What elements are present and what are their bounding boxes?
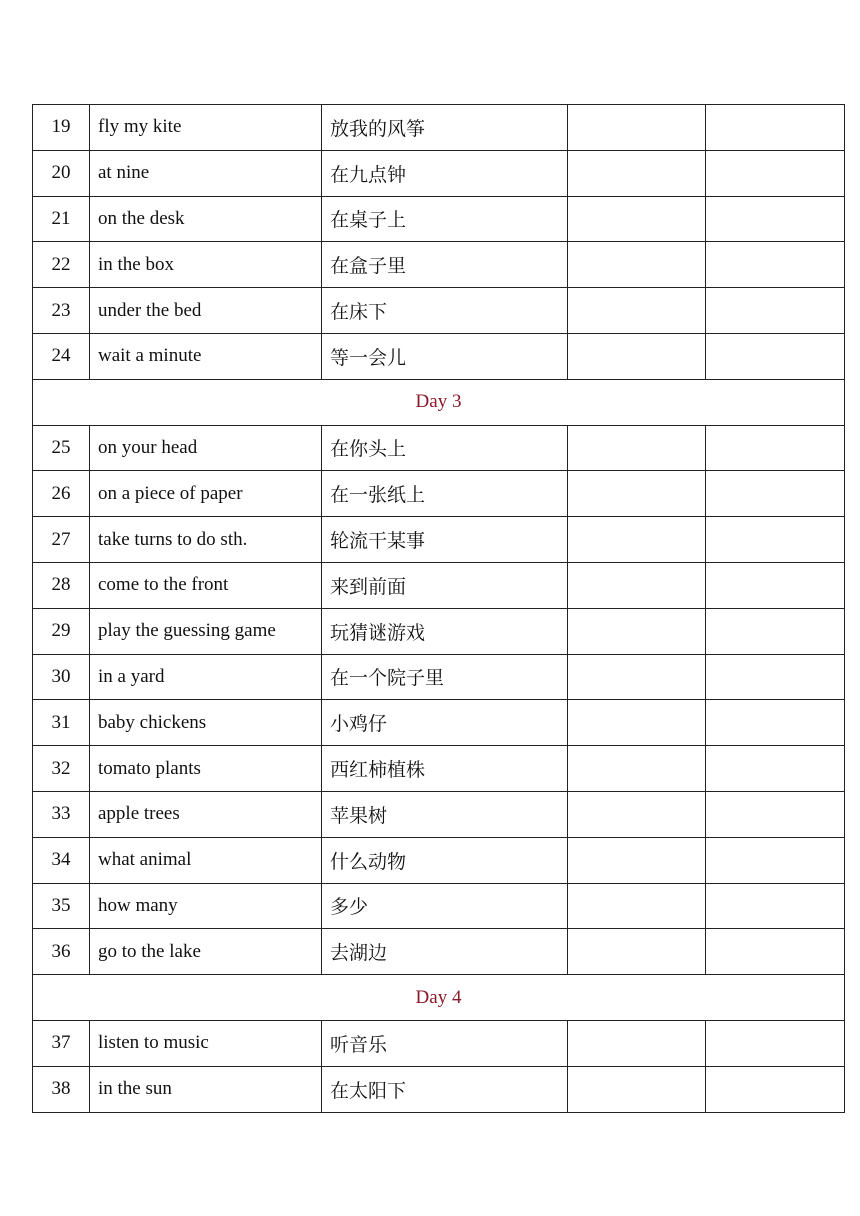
row-number: 29 <box>33 608 90 654</box>
table-row <box>33 883 845 929</box>
chinese-meaning: 在桌子上 <box>322 196 568 242</box>
chinese-meaning: 多少 <box>322 883 568 929</box>
blank-cell <box>706 1020 845 1066</box>
chinese-meaning: 在太阳下 <box>322 1066 568 1112</box>
english-phrase: tomato plants <box>90 746 322 792</box>
english-phrase: come to the front <box>90 562 322 608</box>
table-row <box>33 425 845 471</box>
english-phrase: what animal <box>90 837 322 883</box>
blank-cell <box>706 608 845 654</box>
blank-cell <box>568 425 706 471</box>
row-number: 32 <box>33 746 90 792</box>
row-number: 24 <box>33 333 90 379</box>
blank-cell <box>568 150 706 196</box>
blank-cell <box>568 196 706 242</box>
blank-cell <box>568 242 706 288</box>
row-number: 20 <box>33 150 90 196</box>
blank-cell <box>706 196 845 242</box>
english-phrase: on a piece of paper <box>90 471 322 517</box>
blank-cell <box>706 1066 845 1112</box>
table-row <box>33 471 845 517</box>
blank-cell <box>706 333 845 379</box>
day-heading: Day 3 <box>33 379 845 425</box>
blank-cell <box>706 150 845 196</box>
table-row <box>33 196 845 242</box>
blank-cell <box>568 1020 706 1066</box>
english-phrase: at nine <box>90 150 322 196</box>
chinese-meaning: 去湖边 <box>322 929 568 975</box>
blank-cell <box>568 562 706 608</box>
blank-cell <box>568 1066 706 1112</box>
blank-cell <box>568 333 706 379</box>
table-row <box>33 746 845 792</box>
table-row <box>33 562 845 608</box>
table-row <box>33 105 845 151</box>
chinese-meaning: 苹果树 <box>322 791 568 837</box>
chinese-meaning: 来到前面 <box>322 562 568 608</box>
chinese-meaning: 在床下 <box>322 288 568 334</box>
blank-cell <box>706 425 845 471</box>
blank-cell <box>706 791 845 837</box>
chinese-meaning: 在一张纸上 <box>322 471 568 517</box>
row-number: 21 <box>33 196 90 242</box>
blank-cell <box>568 288 706 334</box>
row-number: 34 <box>33 837 90 883</box>
table-row <box>33 150 845 196</box>
blank-cell <box>706 105 845 151</box>
table-row <box>33 608 845 654</box>
blank-cell <box>568 837 706 883</box>
blank-cell <box>706 746 845 792</box>
chinese-meaning: 在九点钟 <box>322 150 568 196</box>
day-header-row <box>33 379 845 425</box>
english-phrase: in the box <box>90 242 322 288</box>
english-phrase: take turns to do sth. <box>90 517 322 563</box>
blank-cell <box>568 791 706 837</box>
table-row <box>33 791 845 837</box>
row-number: 19 <box>33 105 90 151</box>
table-row <box>33 517 845 563</box>
row-number: 23 <box>33 288 90 334</box>
row-number: 25 <box>33 425 90 471</box>
blank-cell <box>706 700 845 746</box>
blank-cell <box>706 929 845 975</box>
chinese-meaning: 听音乐 <box>322 1020 568 1066</box>
vocabulary-table <box>32 104 845 1113</box>
blank-cell <box>706 562 845 608</box>
chinese-meaning: 等一会儿 <box>322 333 568 379</box>
blank-cell <box>568 105 706 151</box>
chinese-meaning: 轮流干某事 <box>322 517 568 563</box>
english-phrase: listen to music <box>90 1020 322 1066</box>
english-phrase: under the bed <box>90 288 322 334</box>
table-row <box>33 1020 845 1066</box>
blank-cell <box>568 700 706 746</box>
english-phrase: fly my kite <box>90 105 322 151</box>
row-number: 28 <box>33 562 90 608</box>
row-number: 36 <box>33 929 90 975</box>
blank-cell <box>706 517 845 563</box>
chinese-meaning: 在盒子里 <box>322 242 568 288</box>
english-phrase: apple trees <box>90 791 322 837</box>
table-row <box>33 242 845 288</box>
english-phrase: play the guessing game <box>90 608 322 654</box>
english-phrase: in the sun <box>90 1066 322 1112</box>
blank-cell <box>568 517 706 563</box>
blank-cell <box>568 883 706 929</box>
blank-cell <box>706 471 845 517</box>
chinese-meaning: 玩猜谜游戏 <box>322 608 568 654</box>
chinese-meaning: 在一个院子里 <box>322 654 568 700</box>
row-number: 22 <box>33 242 90 288</box>
table-row <box>33 288 845 334</box>
blank-cell <box>706 654 845 700</box>
row-number: 37 <box>33 1020 90 1066</box>
english-phrase: wait a minute <box>90 333 322 379</box>
row-number: 38 <box>33 1066 90 1112</box>
day-heading: Day 4 <box>33 975 845 1021</box>
table-row <box>33 700 845 746</box>
blank-cell <box>568 471 706 517</box>
chinese-meaning: 放我的风筝 <box>322 105 568 151</box>
blank-cell <box>706 288 845 334</box>
blank-cell <box>568 654 706 700</box>
blank-cell <box>706 837 845 883</box>
english-phrase: on the desk <box>90 196 322 242</box>
english-phrase: how many <box>90 883 322 929</box>
blank-cell <box>706 883 845 929</box>
table-row <box>33 1066 845 1112</box>
day-header-row <box>33 975 845 1021</box>
table-row <box>33 654 845 700</box>
row-number: 30 <box>33 654 90 700</box>
row-number: 31 <box>33 700 90 746</box>
blank-cell <box>568 929 706 975</box>
chinese-meaning: 在你头上 <box>322 425 568 471</box>
chinese-meaning: 什么动物 <box>322 837 568 883</box>
chinese-meaning: 小鸡仔 <box>322 700 568 746</box>
blank-cell <box>568 608 706 654</box>
english-phrase: go to the lake <box>90 929 322 975</box>
blank-cell <box>568 746 706 792</box>
english-phrase: in a yard <box>90 654 322 700</box>
blank-cell <box>706 242 845 288</box>
row-number: 35 <box>33 883 90 929</box>
row-number: 27 <box>33 517 90 563</box>
chinese-meaning: 西红柿植株 <box>322 746 568 792</box>
table-row <box>33 837 845 883</box>
english-phrase: on your head <box>90 425 322 471</box>
table-row <box>33 929 845 975</box>
row-number: 26 <box>33 471 90 517</box>
table-row <box>33 333 845 379</box>
row-number: 33 <box>33 791 90 837</box>
english-phrase: baby chickens <box>90 700 322 746</box>
